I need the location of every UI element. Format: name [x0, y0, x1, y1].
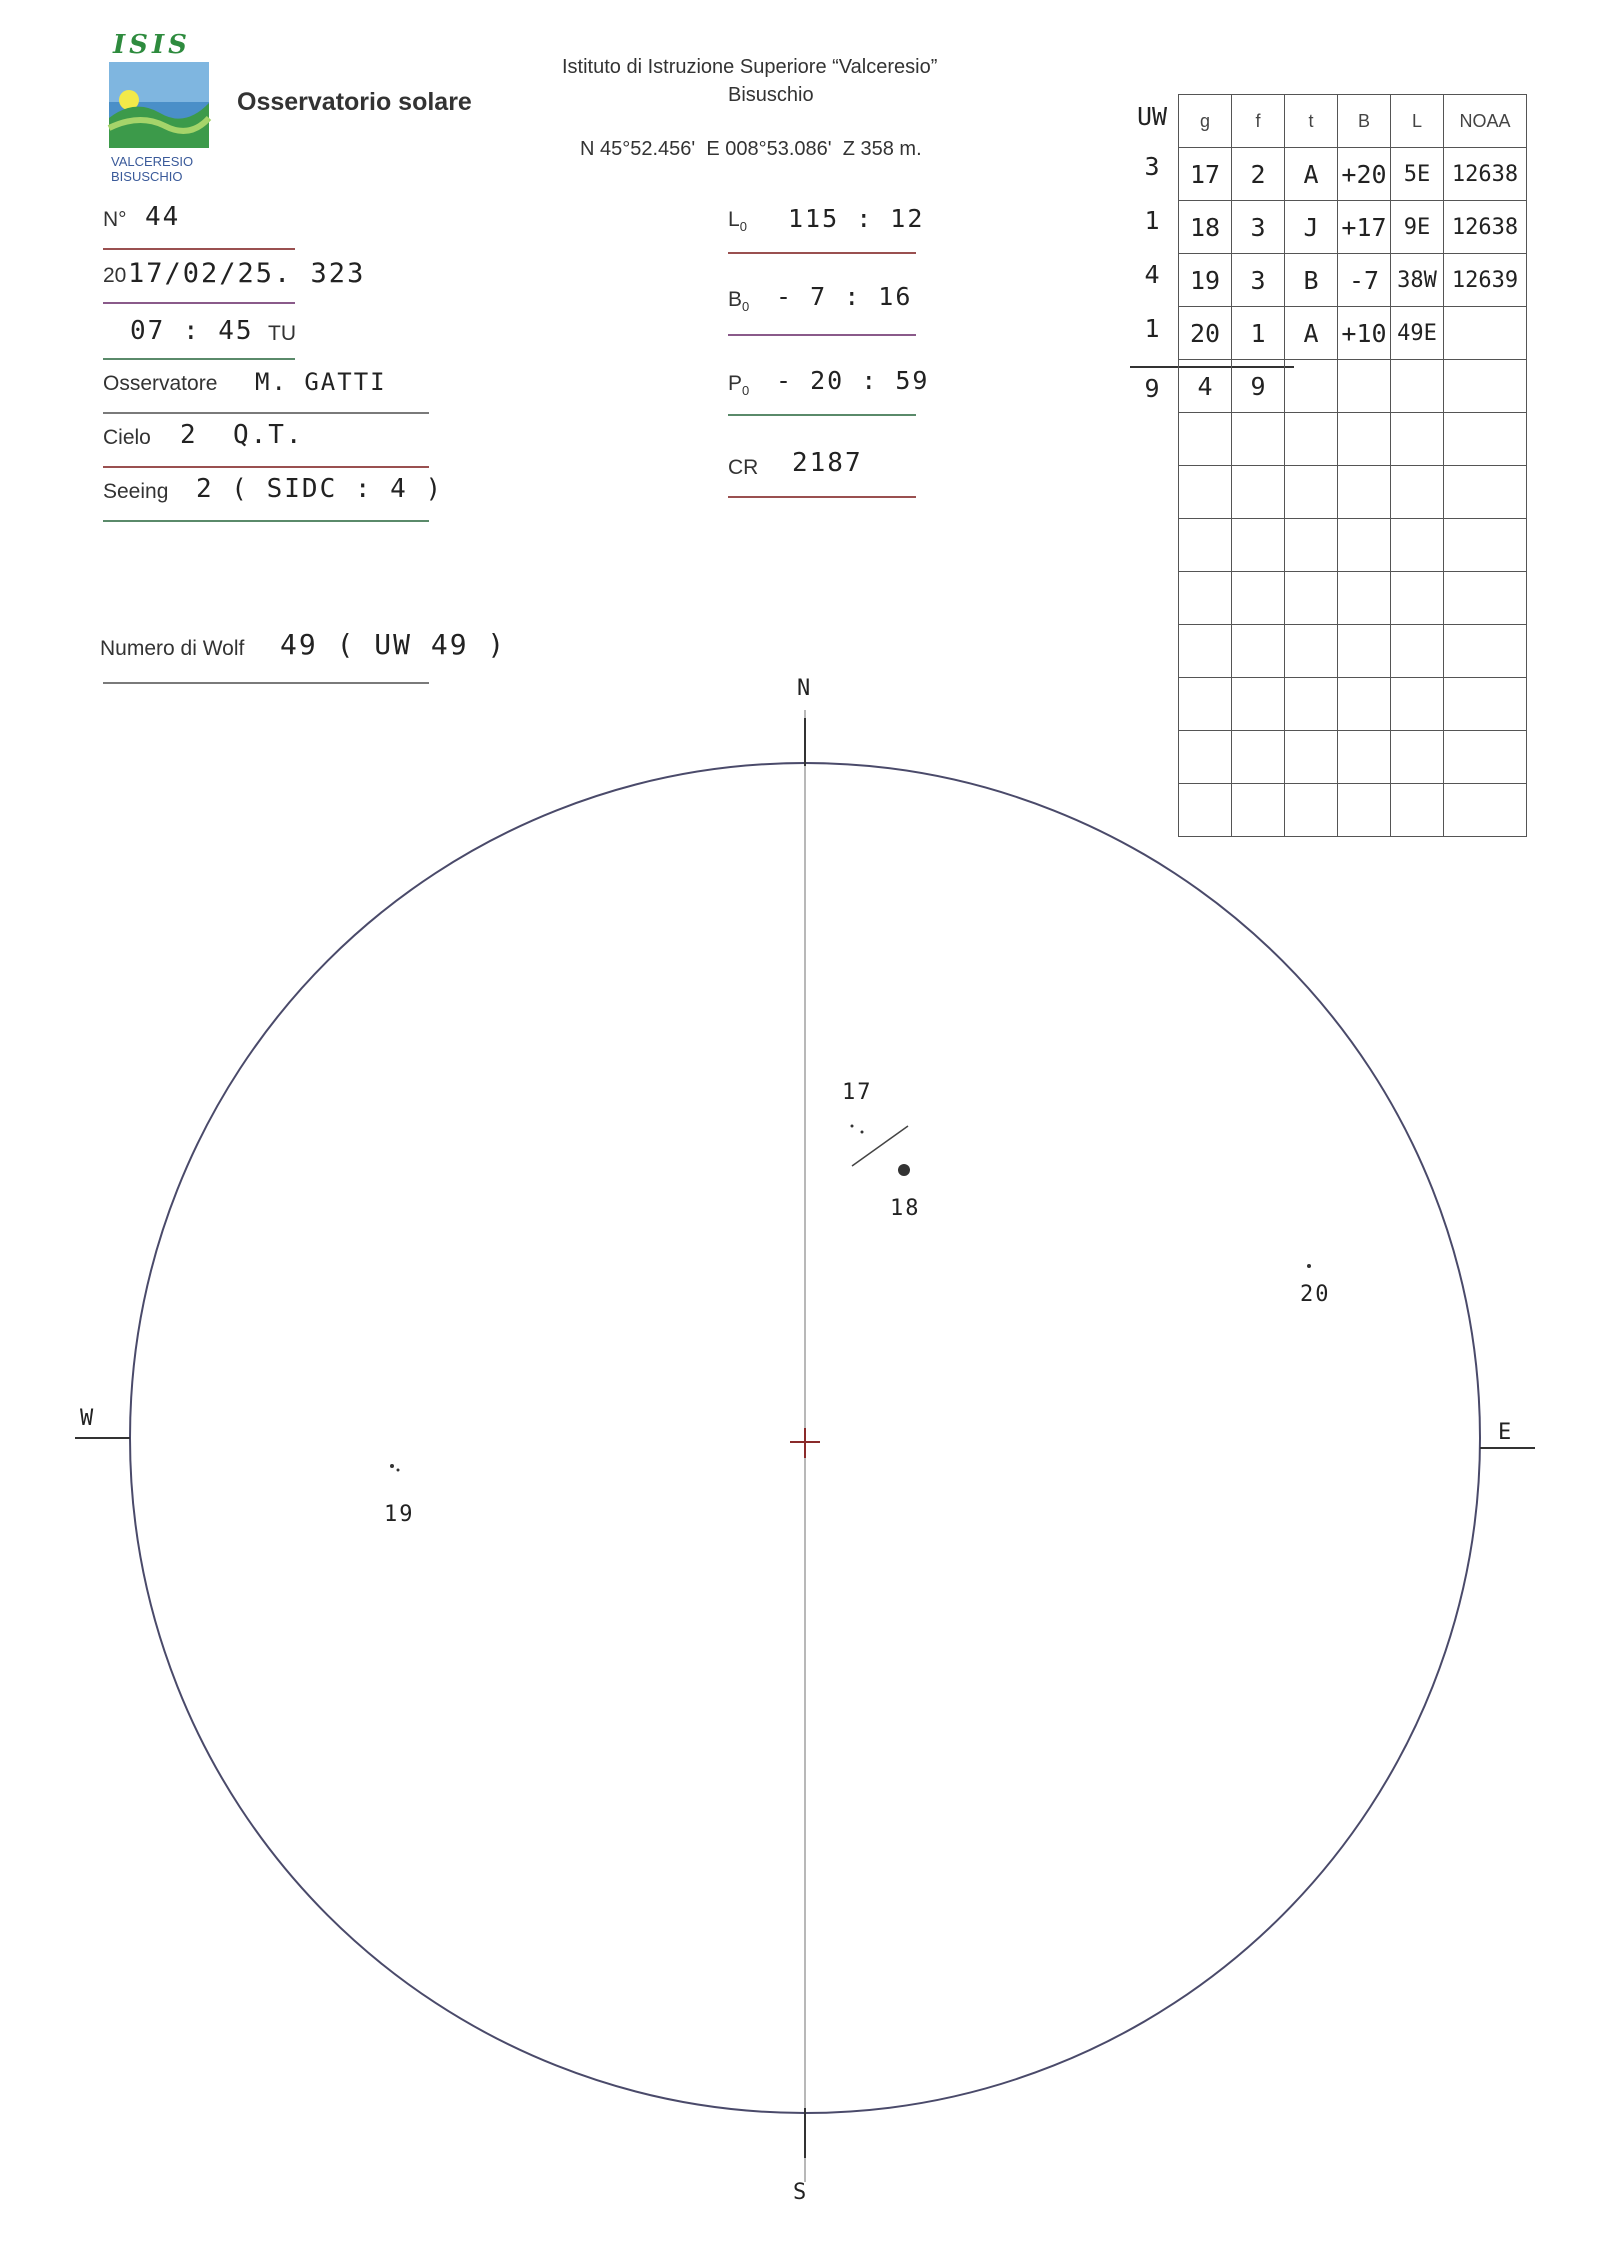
time-value: 07 : 45 — [130, 316, 254, 346]
west-label: W — [80, 1406, 96, 1431]
table-cell: J — [1285, 201, 1338, 254]
table-cell — [1179, 784, 1232, 837]
group-17-spot — [851, 1125, 854, 1128]
group-18-spot — [898, 1164, 910, 1176]
group-20-label: 20 — [1300, 1282, 1331, 1307]
divider — [103, 302, 295, 304]
table-row — [1179, 519, 1527, 572]
divider — [103, 248, 295, 250]
observer-value: M. GATTI — [255, 368, 387, 396]
logo-caption-1: VALCERESIO — [111, 154, 194, 169]
uw-value: 4 — [1144, 260, 1160, 289]
table-cell — [1179, 678, 1232, 731]
table-cell — [1338, 731, 1391, 784]
uw-value: 9 — [1144, 374, 1160, 403]
table-cell: 3 — [1232, 201, 1285, 254]
b0-sub: 0 — [742, 299, 750, 315]
table-cell — [1232, 413, 1285, 466]
table-cell: A — [1285, 148, 1338, 201]
table-cell — [1391, 784, 1444, 837]
table-cell — [1338, 519, 1391, 572]
l0-sub: 0 — [739, 219, 747, 235]
logo — [105, 30, 215, 184]
uw-value: 1 — [1144, 206, 1160, 235]
divider — [728, 496, 916, 498]
table-cell — [1179, 413, 1232, 466]
table-cell: 12638 — [1444, 148, 1527, 201]
table-cell — [1285, 413, 1338, 466]
table-cell: 18 — [1179, 201, 1232, 254]
table-cell — [1338, 625, 1391, 678]
table-cell — [1391, 731, 1444, 784]
table-cell: +17 — [1338, 201, 1391, 254]
sky-label: Cielo — [103, 426, 151, 449]
group-17-spot — [861, 1131, 864, 1134]
logo-icon — [105, 58, 215, 153]
divider — [103, 466, 429, 468]
b0-label — [728, 288, 749, 314]
date-prefix: 20 — [103, 264, 127, 287]
table-cell — [1232, 784, 1285, 837]
wolf-label: Numero di Wolf — [100, 637, 245, 660]
divider — [728, 334, 916, 336]
table-cell: B — [1285, 254, 1338, 307]
table-cell: 3 — [1232, 254, 1285, 307]
table-row — [1179, 572, 1527, 625]
table-cell: A — [1285, 307, 1338, 360]
uw-value: 3 — [1144, 152, 1160, 181]
number-value: 44 — [145, 202, 181, 232]
time-unit: TU — [268, 322, 296, 345]
table-cell: +20 — [1338, 148, 1391, 201]
table-cell — [1444, 413, 1527, 466]
l0-letter: L — [728, 208, 740, 231]
col-header-l: L — [1391, 95, 1444, 148]
table-cell — [1444, 519, 1527, 572]
l0-value: 115 : 12 — [788, 204, 925, 233]
table-row — [1179, 307, 1527, 360]
north-label: N — [797, 676, 813, 701]
table-cell — [1285, 784, 1338, 837]
col-header-noaa: NOAA — [1444, 95, 1527, 148]
solar-disk — [130, 763, 1480, 2113]
groups-table — [1178, 94, 1527, 837]
table-row — [1179, 784, 1527, 837]
table-cell — [1338, 413, 1391, 466]
table-cell — [1232, 625, 1285, 678]
table-cell — [1391, 466, 1444, 519]
table-cell — [1444, 572, 1527, 625]
table-row — [1179, 360, 1527, 413]
table-cell: 4 — [1179, 360, 1232, 413]
table-cell: 49E — [1391, 307, 1444, 360]
table-cell — [1179, 731, 1232, 784]
table-cell: 12639 — [1444, 254, 1527, 307]
divider — [103, 358, 295, 360]
east-label: E — [1498, 1420, 1514, 1445]
table-cell: 1 — [1232, 307, 1285, 360]
cr-label: CR — [728, 456, 759, 479]
table-row — [1179, 678, 1527, 731]
table-cell — [1444, 466, 1527, 519]
wolf-value: 49 ( UW 49 ) — [280, 628, 507, 661]
b0-value: - 7 : 16 — [776, 282, 913, 311]
table-cell — [1338, 784, 1391, 837]
group-18-label: 18 — [890, 1196, 921, 1221]
table-cell — [1232, 731, 1285, 784]
group-17-axis — [852, 1126, 908, 1166]
col-header-g: g — [1179, 95, 1232, 148]
table-row — [1179, 731, 1527, 784]
b0-letter: B — [728, 288, 743, 311]
cr-value: 2187 — [792, 448, 863, 478]
col-header-f: f — [1232, 95, 1285, 148]
divider — [103, 682, 429, 684]
table-cell — [1391, 625, 1444, 678]
table-cell — [1391, 519, 1444, 572]
observatory-title: Osservatorio solare — [237, 88, 472, 116]
table-cell — [1179, 572, 1232, 625]
group-19-label: 19 — [384, 1502, 415, 1527]
uw-value: 1 — [1144, 314, 1160, 343]
p0-label — [728, 372, 749, 398]
table-header-row — [1179, 95, 1527, 148]
logo-caption-2: BISUSCHIO — [111, 169, 183, 184]
table-cell: -7 — [1338, 254, 1391, 307]
table-cell — [1232, 678, 1285, 731]
l0-label — [728, 208, 747, 234]
col-header-t: t — [1285, 95, 1338, 148]
table-cell: 2 — [1232, 148, 1285, 201]
table-cell: 9 — [1232, 360, 1285, 413]
south-label: S — [793, 2180, 809, 2205]
seeing-value: 2 ( SIDC : 4 ) — [196, 474, 444, 504]
table-cell: 19 — [1179, 254, 1232, 307]
table-cell — [1444, 307, 1527, 360]
table-cell — [1285, 572, 1338, 625]
divider — [103, 520, 429, 522]
table-row — [1179, 625, 1527, 678]
sky-value: 2 Q.T. — [180, 420, 304, 450]
table-row — [1179, 254, 1527, 307]
table-cell — [1179, 466, 1232, 519]
table-cell: 12638 — [1444, 201, 1527, 254]
table-cell — [1338, 678, 1391, 731]
table-cell — [1444, 360, 1527, 413]
coordinates: N 45°52.456' E 008°53.086' Z 358 m. — [580, 138, 922, 160]
table-cell — [1444, 678, 1527, 731]
table-row — [1179, 148, 1527, 201]
table-cell — [1285, 625, 1338, 678]
uw-header: UW — [1136, 102, 1168, 131]
observer-label: Osservatore — [103, 372, 218, 395]
table-cell — [1391, 413, 1444, 466]
table-cell — [1232, 572, 1285, 625]
col-header-b: B — [1338, 95, 1391, 148]
seeing-label: Seeing — [103, 480, 169, 503]
divider — [728, 414, 916, 416]
table-cell — [1444, 731, 1527, 784]
table-row — [1179, 201, 1527, 254]
table-cell — [1338, 360, 1391, 413]
table-cell — [1285, 360, 1338, 413]
number-label: N° — [103, 208, 127, 231]
table-cell — [1338, 572, 1391, 625]
table-cell — [1232, 519, 1285, 572]
divider — [728, 252, 916, 254]
table-cell — [1179, 519, 1232, 572]
p0-sub: 0 — [742, 383, 750, 399]
table-cell: 38W — [1391, 254, 1444, 307]
table-cell — [1391, 572, 1444, 625]
table-cell: 5E — [1391, 148, 1444, 201]
institute-town: Bisuschio — [728, 84, 814, 106]
institute-name: Istituto di Istruzione Superiore “Valceresio” — [562, 56, 938, 78]
table-cell — [1391, 678, 1444, 731]
table-cell — [1285, 731, 1338, 784]
table-cell — [1444, 784, 1527, 837]
table-cell: 9E — [1391, 201, 1444, 254]
date-value: 17/02/25. 323 — [128, 258, 366, 289]
p0-letter: P — [728, 372, 743, 395]
table-cell — [1179, 625, 1232, 678]
group-20-spot — [1307, 1264, 1311, 1268]
table-row — [1179, 413, 1527, 466]
p0-value: - 20 : 59 — [776, 366, 930, 395]
table-cell — [1285, 466, 1338, 519]
table-row — [1179, 466, 1527, 519]
table-cell — [1444, 625, 1527, 678]
group-19-spot — [390, 1464, 394, 1468]
table-cell — [1285, 519, 1338, 572]
group-19-spot — [397, 1469, 400, 1472]
table-cell: 20 — [1179, 307, 1232, 360]
logo-text: ISIS — [113, 30, 191, 60]
divider — [103, 412, 429, 414]
table-cell — [1391, 360, 1444, 413]
table-cell — [1338, 466, 1391, 519]
table-cell — [1232, 466, 1285, 519]
table-cell: 17 — [1179, 148, 1232, 201]
table-cell: +10 — [1338, 307, 1391, 360]
group-17-label: 17 — [842, 1080, 873, 1105]
table-cell — [1285, 678, 1338, 731]
